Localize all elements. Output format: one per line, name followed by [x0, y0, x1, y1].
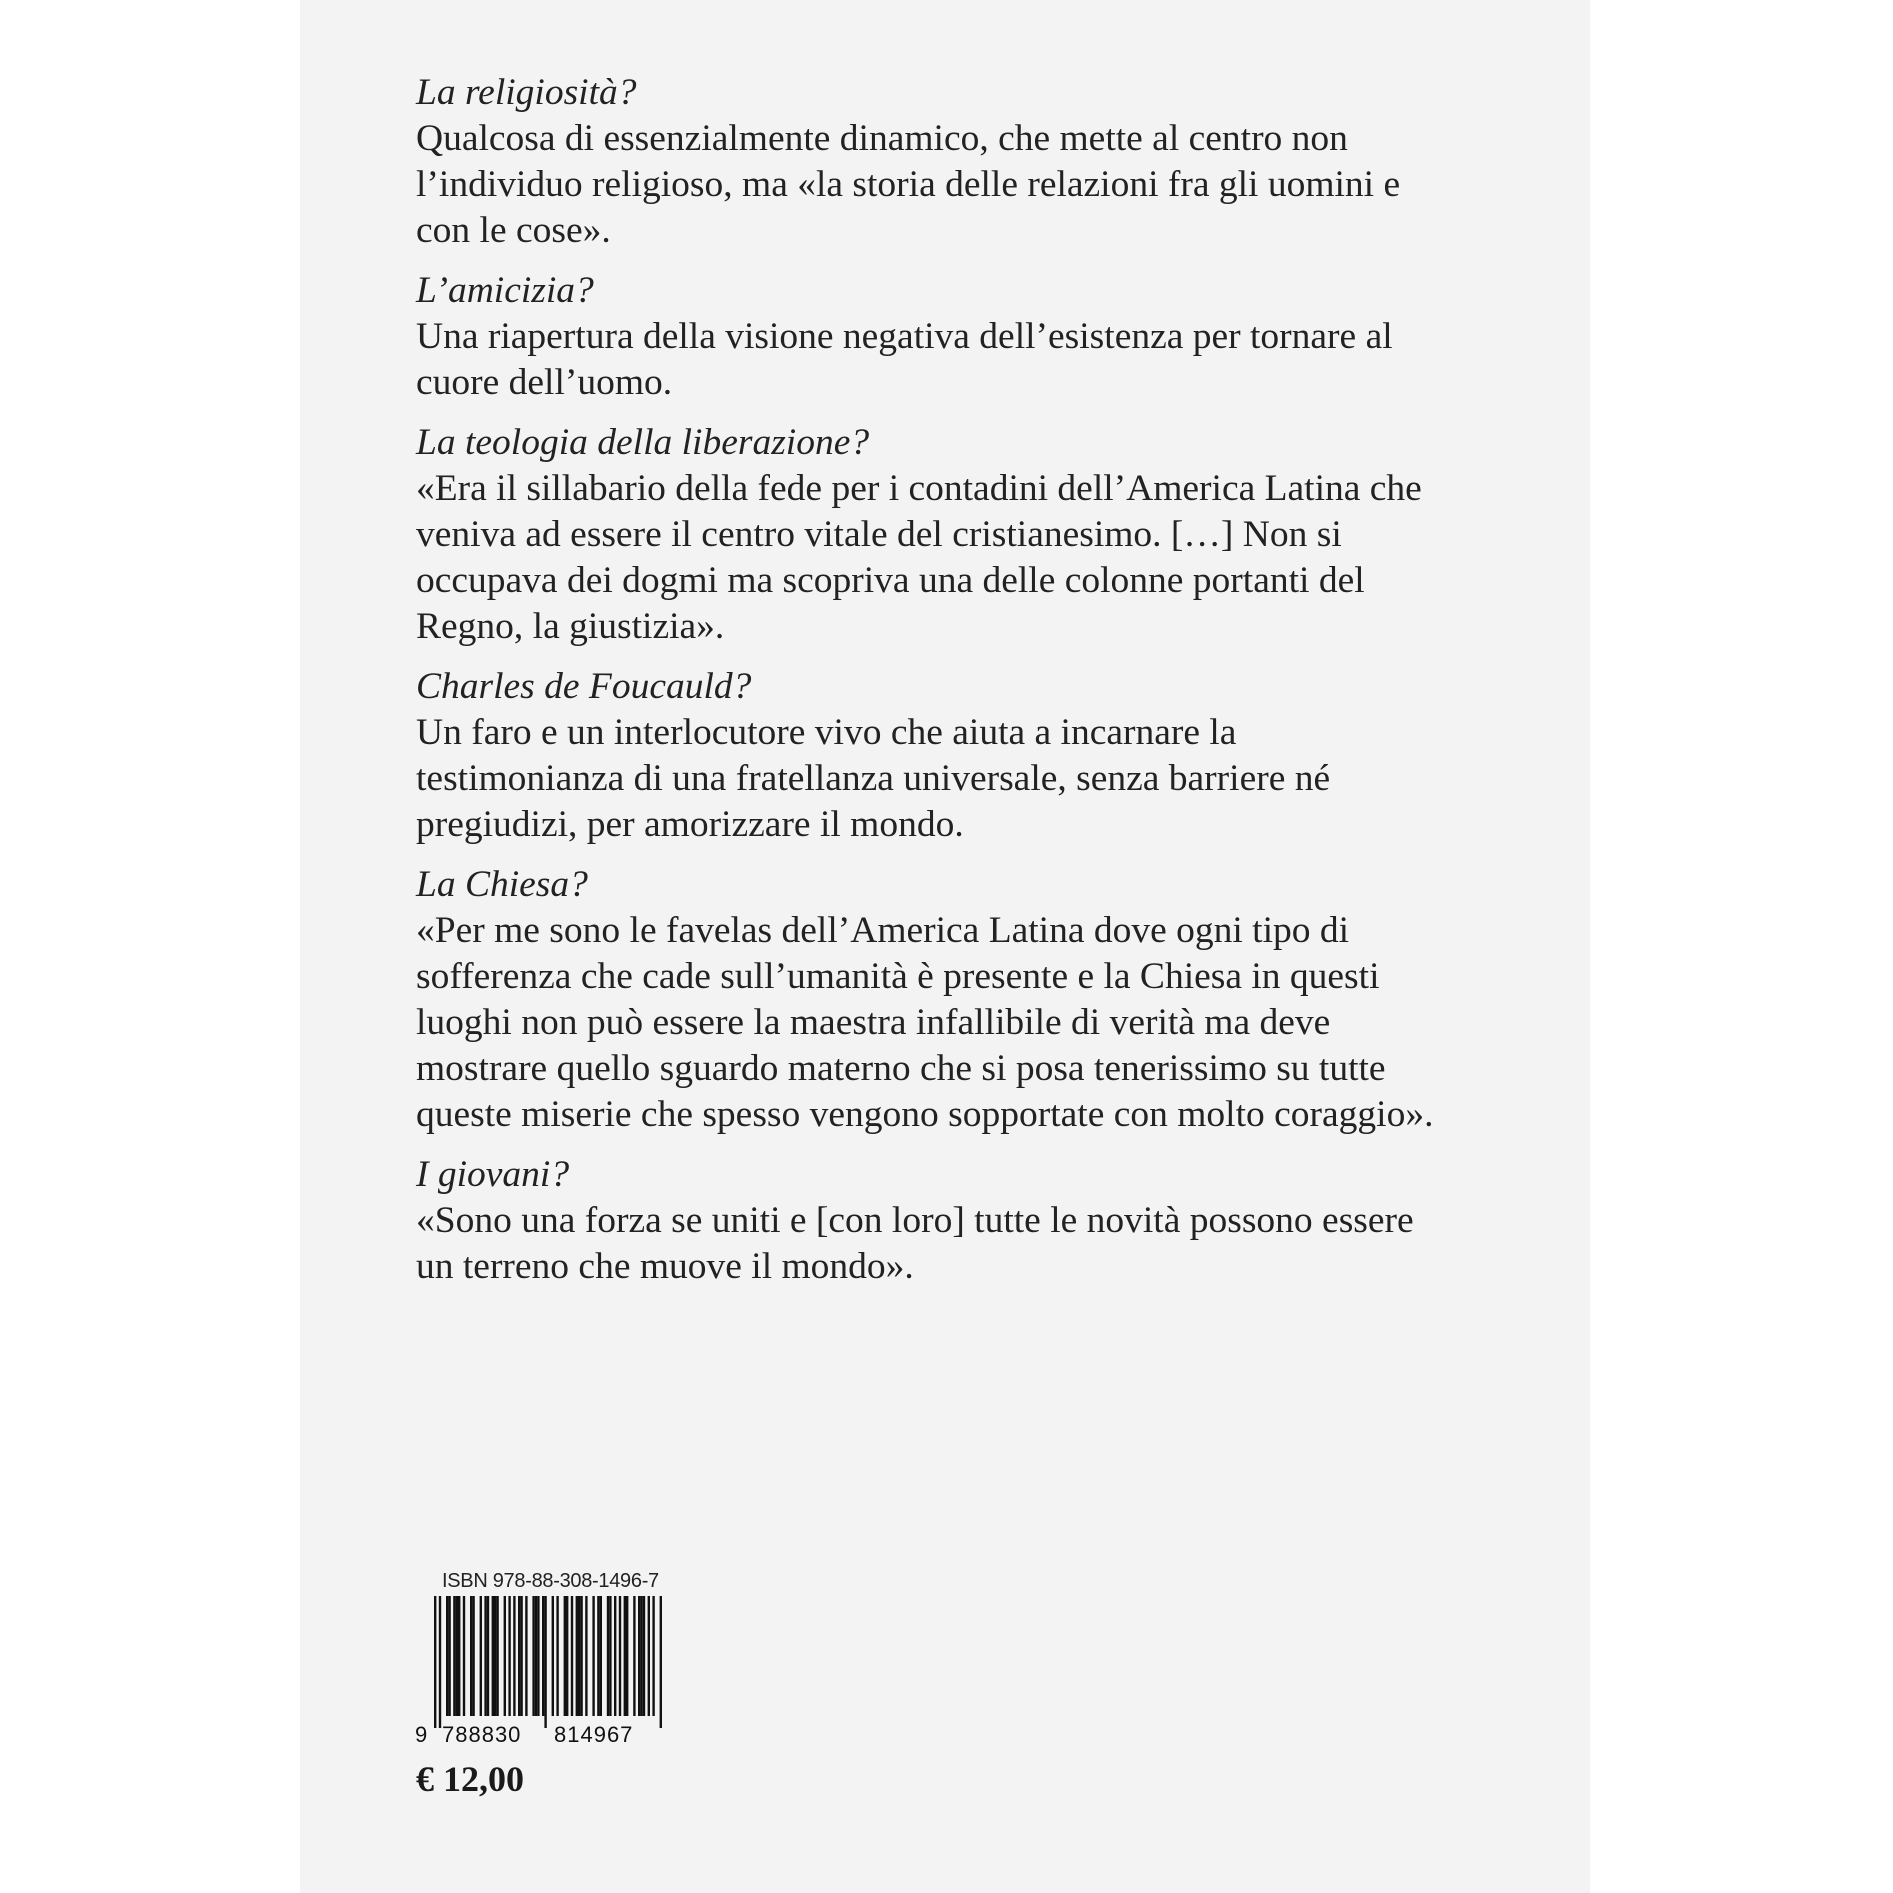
barcode-bar [518, 1596, 520, 1716]
barcode-bar [472, 1596, 474, 1716]
barcode-bar [439, 1596, 441, 1728]
barcode-bar [480, 1596, 482, 1716]
answer-line: con le cose». [416, 210, 611, 251]
qa-section [416, 70, 1496, 254]
barcode-bar [556, 1596, 558, 1716]
barcode-bar [484, 1596, 486, 1716]
answer-line: queste miserie che spesso vengono sopportate con molto coraggio». [416, 1094, 1434, 1135]
answer-line: testimonianza di una fratellanza universale, senza barriere né [416, 758, 1331, 799]
answer-line: Regno, la giustizia». [416, 606, 725, 647]
qa-section [416, 1152, 1496, 1290]
answer-line: «Per me sono le favelas dell’America Latina dove ogni tipo di [416, 910, 1350, 951]
answer-line: «Sono una forza se uniti e [con loro] tutte le novità possono essere [416, 1200, 1414, 1241]
answer-line: sofferenza che cade sull’umanità è presente e la Chiesa in questi [416, 956, 1380, 997]
barcode-right-digits: 814967 [554, 1722, 634, 1746]
barcode-bar [446, 1596, 448, 1716]
barcode-bar [576, 1596, 578, 1716]
section-question: L’amicizia? [416, 270, 594, 311]
price-label: € 12,00 [416, 1759, 524, 1799]
barcode-bar [552, 1596, 554, 1716]
qa-section [416, 862, 1496, 1138]
answer-line: mostrare quello sguardo materno che si posa tenerissimo su tutte [416, 1048, 1386, 1089]
barcode-bar [585, 1596, 587, 1716]
section-answer [416, 466, 1496, 650]
barcode-bar [580, 1596, 582, 1716]
barcode-bar [600, 1596, 602, 1716]
barcode-bar [463, 1596, 465, 1716]
barcode-bar [456, 1596, 458, 1716]
section-answer [416, 116, 1496, 254]
section-answer [416, 908, 1496, 1138]
answer-line: occupava dei dogmi ma scopriva una delle colonne portanti del [416, 560, 1365, 601]
barcode-bar [633, 1596, 635, 1716]
barcode-bar [626, 1596, 628, 1716]
barcode-bar [638, 1596, 640, 1716]
barcode-bar [578, 1596, 580, 1716]
section-question: Charles de Foucauld? [416, 666, 752, 707]
barcode-bar [564, 1596, 566, 1716]
qa-section [416, 664, 1496, 848]
section-answer [416, 710, 1496, 848]
answer-line: un terreno che muove il mondo». [416, 1246, 914, 1287]
barcode-bar [513, 1596, 515, 1716]
barcode-bar [542, 1596, 544, 1716]
barcode-bar [640, 1596, 642, 1716]
section-question: La teologia della liberazione? [416, 422, 870, 463]
barcode-bar [434, 1596, 436, 1728]
barcode-bar [453, 1596, 455, 1716]
section-question: La Chiesa? [416, 864, 588, 905]
barcode-bar [448, 1596, 450, 1716]
barcode-bar [566, 1596, 568, 1716]
barcode-bar [520, 1596, 522, 1716]
barcode-bar [535, 1596, 537, 1716]
barcode-bar [592, 1596, 594, 1716]
answer-line: «Era il sillabario della fede per i contadini dell’America Latina che [416, 468, 1422, 509]
answer-line: Una riapertura della visione negativa dell’esistenza per tornare al [416, 316, 1393, 357]
section-question: La religiosità? [416, 72, 637, 113]
barcode [412, 1596, 672, 1746]
barcode-bar [492, 1596, 494, 1716]
qa-section [416, 420, 1496, 650]
section-answer [416, 1198, 1496, 1290]
barcode-bar [643, 1596, 645, 1716]
barcode-bar [494, 1596, 496, 1716]
barcode-bar [660, 1596, 662, 1728]
back-cover-text [416, 70, 1496, 1304]
answer-line: veniva ad essere il centro vitale del cristianesimo. […] Non si [416, 514, 1342, 555]
qa-section [416, 268, 1496, 406]
barcode-bar [458, 1596, 460, 1716]
barcode-bar [487, 1596, 489, 1716]
barcode-bar [571, 1596, 573, 1716]
barcode-bar [652, 1596, 654, 1716]
answer-line: cuore dell’uomo. [416, 362, 673, 403]
answer-line: luoghi non può essere la maestra infallibile di verità ma deve [416, 1002, 1331, 1043]
barcode-bar [496, 1596, 498, 1716]
barcode-lead-digit: 9 [415, 1722, 428, 1746]
barcode-bar [619, 1596, 621, 1716]
barcode-bar [614, 1596, 616, 1716]
barcode-bar [624, 1596, 626, 1716]
barcode-bar [537, 1596, 539, 1716]
answer-line: Un faro e un interlocutore vivo che aiuta a incarnare la [416, 712, 1237, 753]
answer-line: l’individuo religioso, ma «la storia delle relazioni fra gli uomini e [416, 164, 1401, 205]
barcode-bar [607, 1596, 609, 1716]
barcode-bar [532, 1596, 534, 1716]
barcode-bar [508, 1596, 510, 1716]
section-answer [416, 314, 1496, 406]
barcode-bar [597, 1596, 599, 1716]
barcode-bar [504, 1596, 506, 1716]
barcode-left-digits: 788830 [442, 1722, 522, 1746]
isbn-label: ISBN 978-88-308-1496-7 [442, 1570, 659, 1592]
answer-line: pregiudizi, per amorizzare il mondo. [416, 804, 964, 845]
barcode-bar [544, 1596, 546, 1728]
answer-line: Qualcosa di essenzialmente dinamico, che mette al centro non [416, 118, 1348, 159]
section-question: I giovani? [416, 1154, 570, 1195]
barcode-graphic [412, 1596, 672, 1746]
barcode-bar [648, 1596, 650, 1716]
barcode-bar [609, 1596, 611, 1716]
barcode-bar [525, 1596, 527, 1716]
barcode-bar [470, 1596, 472, 1716]
